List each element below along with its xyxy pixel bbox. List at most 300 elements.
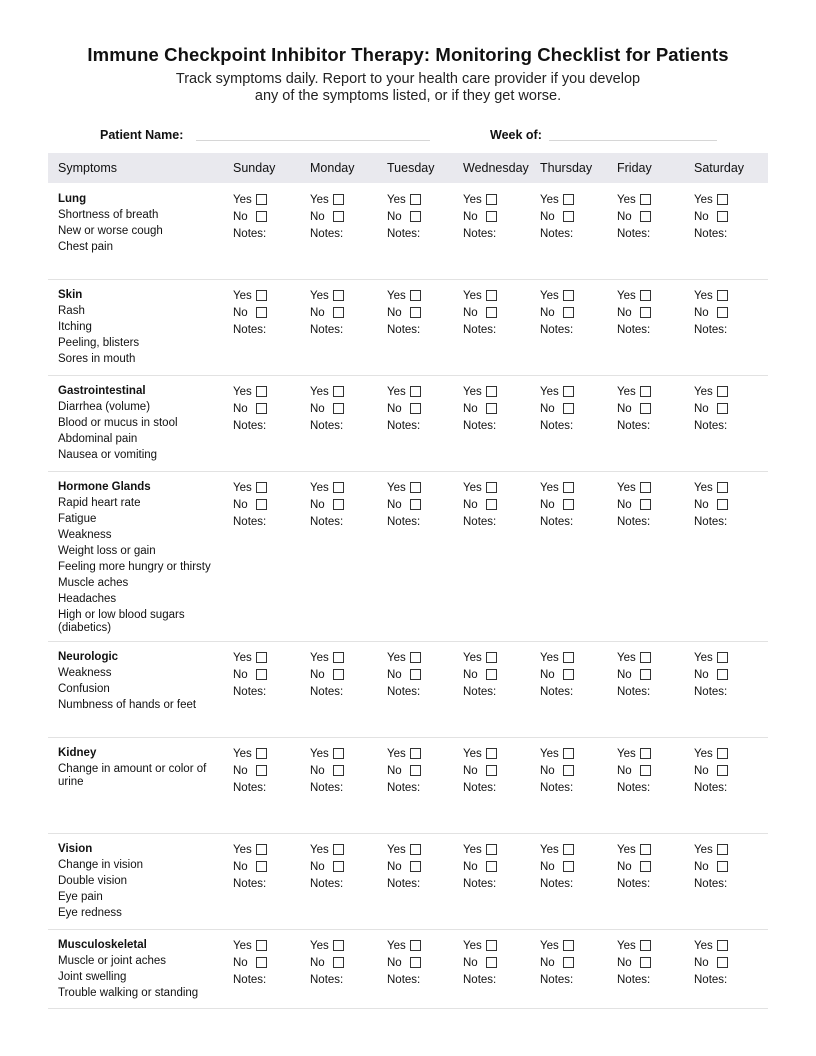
notes-field[interactable]: [387, 684, 420, 701]
symptom-item: Abdominal pain: [58, 433, 138, 445]
no-label: No: [463, 211, 478, 223]
yes-option: [617, 384, 650, 401]
notes-field[interactable]: [540, 972, 573, 989]
yes-checkbox[interactable]: [333, 844, 344, 855]
no-checkbox[interactable]: [563, 307, 574, 318]
notes-field[interactable]: [310, 322, 343, 339]
notes-field[interactable]: [694, 972, 727, 989]
no-label: No: [310, 957, 325, 969]
yes-option: [540, 480, 573, 497]
notes-field[interactable]: [617, 514, 650, 531]
yes-checkbox[interactable]: [256, 482, 267, 493]
notes-field[interactable]: [310, 418, 343, 435]
notes-field[interactable]: [387, 780, 420, 797]
yes-label: Yes: [463, 748, 482, 760]
notes-field[interactable]: [310, 972, 343, 989]
yes-checkbox[interactable]: [563, 482, 574, 493]
yes-option: [463, 842, 496, 859]
day-cell-sunday: [233, 288, 266, 339]
yes-checkbox[interactable]: [640, 386, 651, 397]
yes-checkbox[interactable]: [640, 652, 651, 663]
symptom-item: Shortness of breath: [58, 209, 159, 221]
no-option: [463, 401, 496, 418]
no-checkbox[interactable]: [640, 211, 651, 222]
no-checkbox[interactable]: [563, 861, 574, 872]
notes-field[interactable]: [694, 876, 727, 893]
no-checkbox[interactable]: [486, 957, 497, 968]
no-checkbox[interactable]: [640, 957, 651, 968]
day-cell-thursday: [540, 842, 573, 893]
no-option: [387, 305, 420, 322]
notes-field[interactable]: [463, 514, 496, 531]
no-checkbox[interactable]: [486, 307, 497, 318]
symptom-item: New or worse cough: [58, 225, 163, 237]
no-checkbox[interactable]: [256, 957, 267, 968]
yes-checkbox[interactable]: [640, 290, 651, 301]
notes-label: Notes:: [463, 974, 497, 986]
yes-checkbox[interactable]: [256, 386, 267, 397]
no-label: No: [694, 211, 709, 223]
notes-field[interactable]: [233, 876, 266, 893]
yes-checkbox[interactable]: [410, 290, 421, 301]
no-checkbox[interactable]: [410, 499, 421, 510]
notes-label: Notes:: [540, 686, 574, 698]
notes-field[interactable]: [233, 684, 266, 701]
subtitle-line-2: any of the symptoms listed, or if they get worse.: [254, 88, 562, 104]
notes-field[interactable]: [387, 226, 420, 243]
notes-field[interactable]: [310, 514, 343, 531]
no-checkbox[interactable]: [717, 403, 728, 414]
day-cell-wednesday: [463, 384, 496, 435]
notes-label: Notes:: [233, 878, 267, 890]
yes-checkbox[interactable]: [640, 748, 651, 759]
symptom-item: Chest pain: [58, 241, 113, 253]
no-checkbox[interactable]: [640, 861, 651, 872]
no-checkbox[interactable]: [486, 211, 497, 222]
yes-checkbox[interactable]: [717, 940, 728, 951]
yes-checkbox[interactable]: [486, 386, 497, 397]
no-option: [233, 859, 266, 876]
notes-field[interactable]: [540, 514, 573, 531]
yes-checkbox[interactable]: [486, 482, 497, 493]
notes-field[interactable]: [233, 780, 266, 797]
no-checkbox[interactable]: [256, 307, 267, 318]
notes-field[interactable]: [694, 514, 727, 531]
no-checkbox[interactable]: [640, 499, 651, 510]
yes-label: Yes: [540, 482, 559, 494]
no-checkbox[interactable]: [486, 669, 497, 680]
no-label: No: [617, 499, 632, 511]
day-cell-monday: [310, 480, 343, 531]
day-cell-saturday: [694, 746, 727, 797]
no-checkbox[interactable]: [333, 499, 344, 510]
no-checkbox[interactable]: [486, 765, 497, 776]
notes-field[interactable]: [463, 322, 496, 339]
yes-label: Yes: [310, 940, 329, 952]
yes-checkbox[interactable]: [256, 194, 267, 205]
day-header-tuesday: Tuesday: [387, 161, 435, 175]
notes-field[interactable]: [694, 780, 727, 797]
no-label: No: [540, 765, 555, 777]
no-checkbox[interactable]: [717, 307, 728, 318]
symptom-item: Rash: [58, 305, 85, 317]
notes-label: Notes:: [387, 878, 421, 890]
no-checkbox[interactable]: [640, 403, 651, 414]
yes-label: Yes: [387, 652, 406, 664]
no-label: No: [463, 957, 478, 969]
yes-checkbox[interactable]: [486, 652, 497, 663]
no-label: No: [387, 499, 402, 511]
yes-option: [463, 480, 496, 497]
yes-label: Yes: [540, 940, 559, 952]
no-label: No: [617, 307, 632, 319]
no-label: No: [387, 307, 402, 319]
no-option: [540, 209, 573, 226]
yes-label: Yes: [617, 194, 636, 206]
no-checkbox[interactable]: [333, 403, 344, 414]
notes-field[interactable]: [617, 684, 650, 701]
yes-checkbox[interactable]: [563, 290, 574, 301]
no-checkbox[interactable]: [717, 499, 728, 510]
yes-checkbox[interactable]: [333, 386, 344, 397]
yes-checkbox[interactable]: [410, 482, 421, 493]
yes-label: Yes: [540, 748, 559, 760]
notes-field[interactable]: [233, 322, 266, 339]
notes-field[interactable]: [463, 418, 496, 435]
yes-option: [233, 480, 266, 497]
yes-checkbox[interactable]: [333, 482, 344, 493]
yes-checkbox[interactable]: [333, 652, 344, 663]
yes-checkbox[interactable]: [256, 652, 267, 663]
yes-checkbox[interactable]: [486, 940, 497, 951]
no-label: No: [694, 765, 709, 777]
yes-checkbox[interactable]: [333, 194, 344, 205]
no-option: [694, 763, 727, 780]
no-checkbox[interactable]: [333, 957, 344, 968]
yes-option: [387, 192, 420, 209]
no-checkbox[interactable]: [717, 669, 728, 680]
day-cell-wednesday: [463, 288, 496, 339]
notes-label: Notes:: [694, 324, 728, 336]
no-checkbox[interactable]: [410, 861, 421, 872]
no-label: No: [540, 307, 555, 319]
no-option: [233, 209, 266, 226]
day-cell-thursday: [540, 384, 573, 435]
notes-field[interactable]: [387, 322, 420, 339]
no-checkbox[interactable]: [410, 403, 421, 414]
yes-checkbox[interactable]: [410, 940, 421, 951]
yes-checkbox[interactable]: [410, 844, 421, 855]
no-checkbox[interactable]: [333, 765, 344, 776]
yes-checkbox[interactable]: [333, 940, 344, 951]
yes-option: [463, 650, 496, 667]
no-checkbox[interactable]: [717, 861, 728, 872]
notes-field[interactable]: [233, 514, 266, 531]
yes-option: [463, 938, 496, 955]
yes-checkbox[interactable]: [717, 482, 728, 493]
day-cell-tuesday: [387, 650, 420, 701]
no-checkbox[interactable]: [410, 211, 421, 222]
no-label: No: [233, 307, 248, 319]
notes-field[interactable]: [310, 226, 343, 243]
notes-field[interactable]: [540, 322, 573, 339]
no-checkbox[interactable]: [333, 669, 344, 680]
yes-checkbox[interactable]: [256, 748, 267, 759]
yes-label: Yes: [387, 940, 406, 952]
notes-field[interactable]: [463, 780, 496, 797]
yes-option: [540, 384, 573, 401]
yes-option: [233, 842, 266, 859]
no-checkbox[interactable]: [256, 861, 267, 872]
no-checkbox[interactable]: [333, 307, 344, 318]
notes-field[interactable]: [694, 322, 727, 339]
notes-field[interactable]: [540, 780, 573, 797]
notes-field[interactable]: [463, 684, 496, 701]
no-label: No: [310, 669, 325, 681]
notes-label: Notes:: [540, 420, 574, 432]
day-cell-sunday: [233, 384, 266, 435]
category-cell: [58, 937, 198, 1001]
day-cell-wednesday: [463, 192, 496, 243]
week-of-field[interactable]: [549, 140, 717, 141]
yes-label: Yes: [617, 482, 636, 494]
symptom-item: Weight loss or gain: [58, 545, 156, 557]
no-checkbox[interactable]: [563, 499, 574, 510]
day-cell-friday: [617, 650, 650, 701]
yes-checkbox[interactable]: [640, 940, 651, 951]
yes-option: [387, 480, 420, 497]
no-label: No: [540, 499, 555, 511]
yes-option: [694, 192, 727, 209]
no-label: No: [617, 211, 632, 223]
notes-label: Notes:: [694, 420, 728, 432]
symptom-item: Peeling, blisters: [58, 337, 140, 349]
no-option: [310, 667, 343, 684]
notes-field[interactable]: [387, 418, 420, 435]
patient-name-label: Patient Name:: [100, 128, 184, 142]
yes-checkbox[interactable]: [410, 748, 421, 759]
yes-checkbox[interactable]: [486, 844, 497, 855]
no-option: [694, 497, 727, 514]
yes-checkbox[interactable]: [563, 940, 574, 951]
yes-label: Yes: [540, 290, 559, 302]
no-checkbox[interactable]: [563, 403, 574, 414]
symptom-item: Blood or mucus in stool: [58, 417, 178, 429]
no-label: No: [694, 499, 709, 511]
notes-label: Notes:: [463, 782, 497, 794]
no-checkbox[interactable]: [486, 861, 497, 872]
yes-checkbox[interactable]: [256, 844, 267, 855]
notes-label: Notes:: [310, 974, 344, 986]
yes-checkbox[interactable]: [717, 844, 728, 855]
yes-option: [694, 842, 727, 859]
yes-checkbox[interactable]: [717, 748, 728, 759]
notes-field[interactable]: [233, 972, 266, 989]
yes-checkbox[interactable]: [717, 194, 728, 205]
notes-field[interactable]: [387, 876, 420, 893]
notes-field[interactable]: [617, 780, 650, 797]
day-cell-sunday: [233, 842, 266, 893]
notes-field[interactable]: [540, 876, 573, 893]
yes-checkbox[interactable]: [717, 290, 728, 301]
category-title: Kidney: [58, 747, 97, 759]
yes-label: Yes: [310, 844, 329, 856]
yes-option: [387, 938, 420, 955]
no-checkbox[interactable]: [333, 861, 344, 872]
notes-field[interactable]: [310, 876, 343, 893]
notes-field[interactable]: [694, 226, 727, 243]
yes-checkbox[interactable]: [333, 290, 344, 301]
no-option: [233, 955, 266, 972]
table-row-neurologic: [48, 641, 768, 738]
no-checkbox[interactable]: [256, 211, 267, 222]
yes-checkbox[interactable]: [640, 194, 651, 205]
notes-field[interactable]: [463, 876, 496, 893]
yes-option: [387, 650, 420, 667]
yes-checkbox[interactable]: [333, 748, 344, 759]
notes-label: Notes:: [233, 782, 267, 794]
no-checkbox[interactable]: [256, 499, 267, 510]
no-label: No: [387, 957, 402, 969]
notes-field[interactable]: [540, 418, 573, 435]
yes-checkbox[interactable]: [486, 748, 497, 759]
yes-checkbox[interactable]: [410, 194, 421, 205]
no-option: [463, 667, 496, 684]
yes-checkbox[interactable]: [717, 386, 728, 397]
no-checkbox[interactable]: [717, 765, 728, 776]
no-checkbox[interactable]: [640, 765, 651, 776]
yes-option: [540, 938, 573, 955]
yes-checkbox[interactable]: [640, 844, 651, 855]
category-title: Hormone Glands: [58, 481, 151, 493]
no-checkbox[interactable]: [640, 307, 651, 318]
notes-label: Notes:: [387, 782, 421, 794]
no-option: [617, 497, 650, 514]
yes-checkbox[interactable]: [486, 290, 497, 301]
notes-label: Notes:: [310, 686, 344, 698]
no-checkbox[interactable]: [410, 307, 421, 318]
notes-field[interactable]: [694, 684, 727, 701]
notes-label: Notes:: [310, 782, 344, 794]
notes-field[interactable]: [617, 322, 650, 339]
no-checkbox[interactable]: [563, 669, 574, 680]
no-checkbox[interactable]: [256, 669, 267, 680]
yes-checkbox[interactable]: [563, 386, 574, 397]
notes-field[interactable]: [310, 780, 343, 797]
yes-checkbox[interactable]: [486, 194, 497, 205]
yes-label: Yes: [463, 290, 482, 302]
yes-label: Yes: [463, 482, 482, 494]
yes-checkbox[interactable]: [256, 290, 267, 301]
yes-label: Yes: [387, 844, 406, 856]
yes-label: Yes: [694, 386, 713, 398]
symptom-item: Weakness: [58, 667, 112, 679]
no-checkbox[interactable]: [563, 765, 574, 776]
notes-field[interactable]: [540, 684, 573, 701]
yes-checkbox[interactable]: [563, 194, 574, 205]
notes-field[interactable]: [463, 226, 496, 243]
day-cell-saturday: [694, 192, 727, 243]
patient-name-field[interactable]: [196, 140, 430, 141]
no-label: No: [233, 765, 248, 777]
no-checkbox[interactable]: [333, 211, 344, 222]
no-checkbox[interactable]: [563, 957, 574, 968]
no-option: [694, 401, 727, 418]
notes-label: Notes:: [387, 686, 421, 698]
no-checkbox[interactable]: [410, 957, 421, 968]
symptom-item: Weakness: [58, 529, 112, 541]
notes-field[interactable]: [540, 226, 573, 243]
no-label: No: [233, 669, 248, 681]
notes-label: Notes:: [617, 228, 651, 240]
no-option: [310, 763, 343, 780]
yes-checkbox[interactable]: [640, 482, 651, 493]
no-option: [387, 667, 420, 684]
yes-checkbox[interactable]: [410, 386, 421, 397]
notes-field[interactable]: [617, 418, 650, 435]
notes-label: Notes:: [617, 420, 651, 432]
day-header-sunday: Sunday: [233, 161, 276, 175]
no-checkbox[interactable]: [640, 669, 651, 680]
no-checkbox[interactable]: [717, 211, 728, 222]
no-checkbox[interactable]: [256, 403, 267, 414]
notes-label: Notes:: [694, 228, 728, 240]
yes-checkbox[interactable]: [256, 940, 267, 951]
no-checkbox[interactable]: [486, 499, 497, 510]
yes-label: Yes: [310, 290, 329, 302]
notes-field[interactable]: [233, 226, 266, 243]
notes-field[interactable]: [617, 226, 650, 243]
yes-checkbox[interactable]: [563, 748, 574, 759]
no-checkbox[interactable]: [563, 211, 574, 222]
day-header-thursday: Thursday: [540, 161, 593, 175]
notes-field[interactable]: [310, 684, 343, 701]
no-checkbox[interactable]: [256, 765, 267, 776]
no-option: [463, 209, 496, 226]
no-checkbox[interactable]: [410, 765, 421, 776]
notes-field[interactable]: [387, 972, 420, 989]
yes-label: Yes: [694, 748, 713, 760]
notes-field[interactable]: [694, 418, 727, 435]
notes-label: Notes:: [540, 974, 574, 986]
yes-checkbox[interactable]: [717, 652, 728, 663]
notes-field[interactable]: [233, 418, 266, 435]
day-cell-thursday: [540, 288, 573, 339]
yes-checkbox[interactable]: [563, 844, 574, 855]
yes-checkbox[interactable]: [563, 652, 574, 663]
no-label: No: [387, 669, 402, 681]
yes-checkbox[interactable]: [410, 652, 421, 663]
no-option: [694, 209, 727, 226]
category-cell: [58, 479, 218, 636]
no-option: [463, 763, 496, 780]
no-label: No: [310, 307, 325, 319]
no-option: [310, 305, 343, 322]
no-checkbox[interactable]: [717, 957, 728, 968]
no-checkbox[interactable]: [486, 403, 497, 414]
day-cell-thursday: [540, 746, 573, 797]
day-cell-friday: [617, 746, 650, 797]
notes-label: Notes:: [540, 516, 574, 528]
notes-field[interactable]: [463, 972, 496, 989]
notes-field[interactable]: [617, 876, 650, 893]
week-of-label: Week of:: [490, 128, 542, 142]
yes-option: [463, 192, 496, 209]
notes-field[interactable]: [387, 514, 420, 531]
notes-field[interactable]: [617, 972, 650, 989]
no-checkbox[interactable]: [410, 669, 421, 680]
category-cell: [58, 649, 196, 713]
